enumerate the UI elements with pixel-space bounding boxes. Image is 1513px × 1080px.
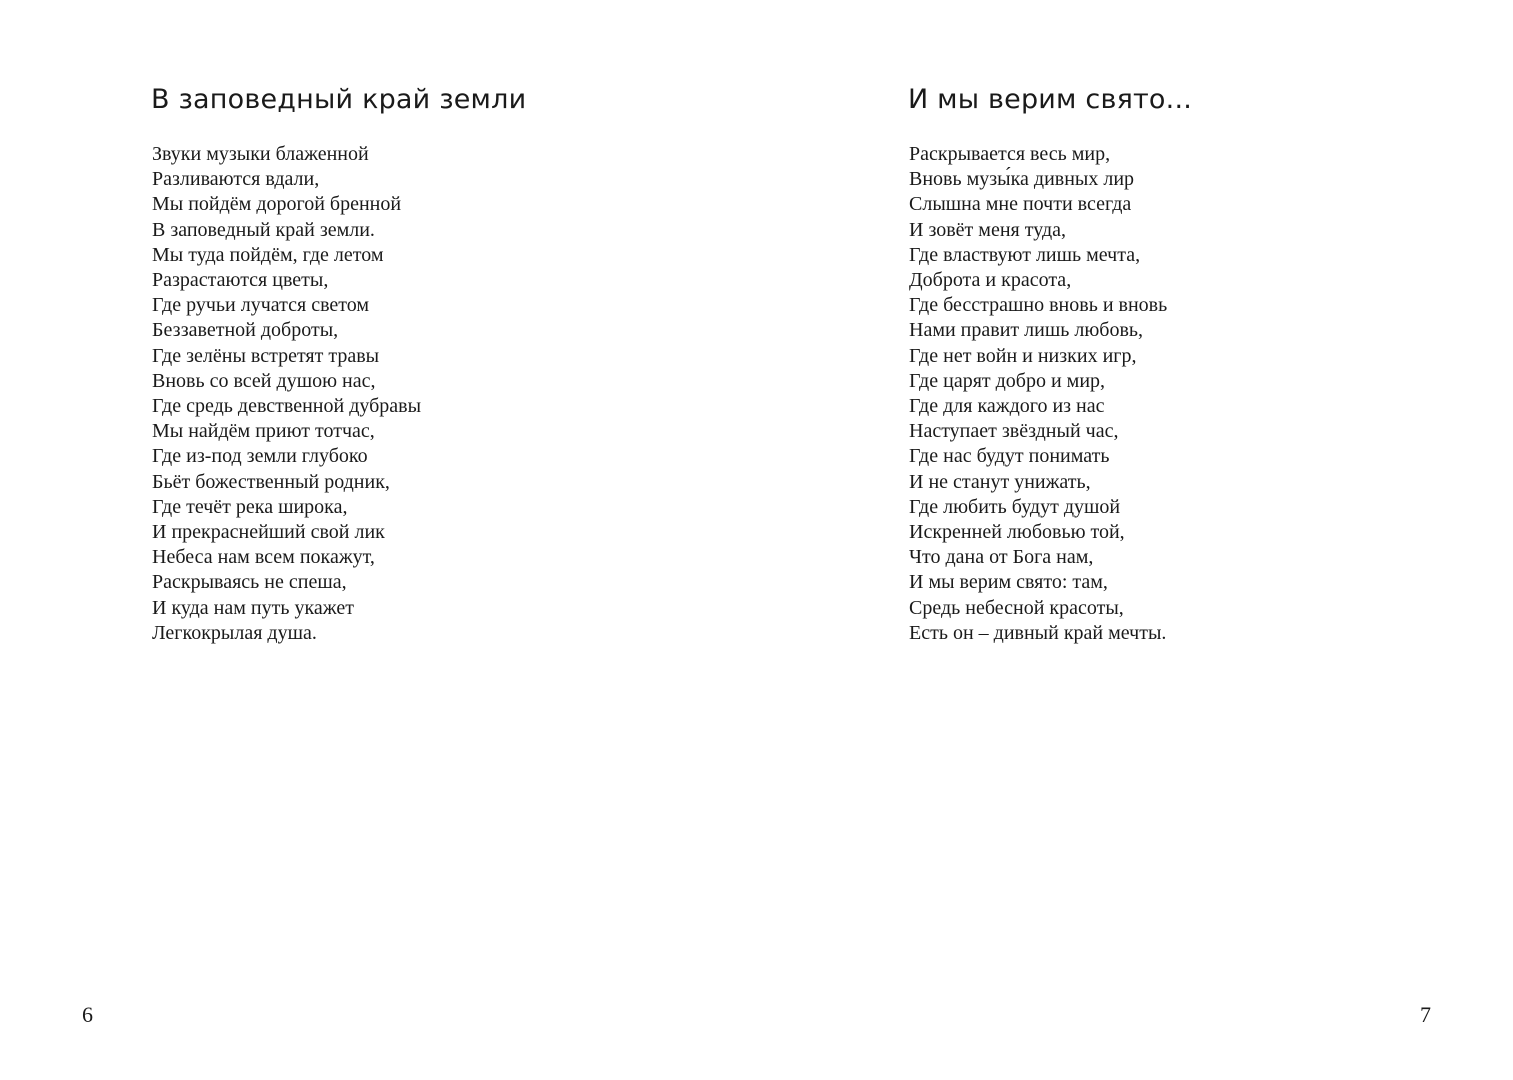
poem-line: Мы туда пойдём, где летом [152, 243, 384, 266]
poem-line: В заповедный край земли. [152, 218, 375, 241]
left-page [0, 0, 756, 1080]
poem-line: Вновь со всей душою нас, [152, 369, 376, 392]
poem-line: Где властвуют лишь мечта, [909, 243, 1141, 266]
poem-body-left [152, 142, 421, 646]
poem-line: Где ручьи лучатся светом [152, 294, 370, 317]
poem-line: Средь небесной красоты, [909, 596, 1124, 619]
poem-line: Доброта и красота, [909, 269, 1072, 292]
poem-line: Мы найдём приют тотчас, [152, 420, 375, 443]
poem-line: Искренней любовью той, [909, 521, 1125, 544]
poem-line: Наступает звёздный час, [909, 420, 1119, 443]
poem-line: Где царят добро и мир, [909, 369, 1106, 392]
poem-line: Мы пойдём дорогой бренной [152, 193, 402, 216]
poem-line: Есть он – дивный край мечты. [909, 621, 1167, 644]
poem-line: Где любить будут душой [909, 495, 1121, 518]
poem-line: Раскрывается весь мир, [909, 143, 1111, 165]
poem-line: Где из-под земли глубоко [152, 445, 368, 468]
poem-line: И прекраснейший свой лик [152, 521, 385, 544]
page-number-right: 7 [1420, 1002, 1431, 1027]
poem-line: Разрастаются цветы, [152, 269, 329, 292]
poem-line: И зовёт меня туда, [909, 218, 1066, 241]
poem-line: Небеса нам всем покажут, [152, 546, 375, 569]
poem-line: Нами правит лишь любовь, [909, 319, 1144, 342]
page-number-left: 6 [82, 1002, 93, 1027]
poem-line: Где бесстрашно вновь и вновь [909, 294, 1168, 317]
poem-line: Звуки музыки блаженной [152, 143, 369, 165]
poem-line: Где средь девственной дубравы [152, 395, 422, 418]
poem-line: Слышна мне почти всегда [909, 193, 1132, 216]
poem-line: Беззаветной доброты, [152, 319, 339, 342]
right-page [756, 0, 1513, 1080]
poem-line: Где для каждого из нас [909, 395, 1105, 418]
poem-line: И не станут унижать, [909, 470, 1091, 493]
poem-line: Раскрываясь не спеша, [152, 571, 347, 594]
poem-line: И куда нам путь укажет [152, 596, 354, 619]
poem-line: Где нет войн и низких игр, [909, 344, 1137, 367]
poem-line: Вновь музы́ка дивных лир [909, 168, 1135, 191]
poem-title-right: И мы верим свято... [908, 84, 1193, 115]
poem-line: Где течёт река широка, [152, 495, 348, 518]
poem-line: Что дана от Бога нам, [909, 546, 1094, 569]
poem-line: Где зелёны встретят травы [152, 344, 380, 367]
poem-body-right [909, 142, 1167, 646]
poem-line: Где нас будут понимать [909, 445, 1110, 468]
poem-line: Бьёт божественный родник, [152, 470, 390, 493]
poem-line: Разливаются вдали, [152, 168, 320, 191]
poem-line: И мы верим свято: там, [909, 571, 1108, 594]
poem-title-left: В заповедный край земли [151, 84, 527, 115]
poem-line: Легкокрылая душа. [152, 621, 317, 644]
